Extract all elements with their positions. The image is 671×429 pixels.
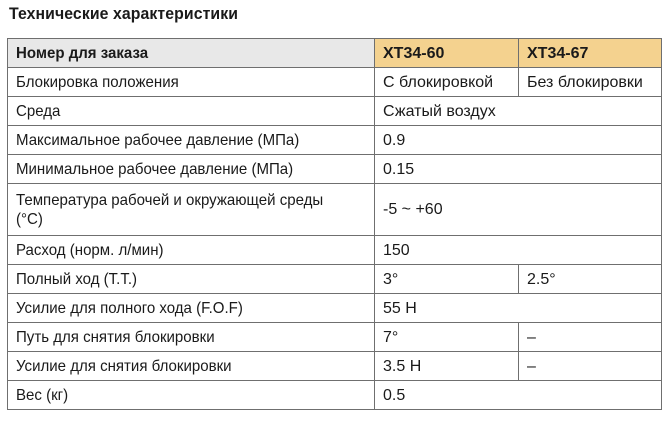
- table-row: [8, 68, 662, 97]
- header-model-b: XT34-67: [519, 39, 662, 68]
- spec-table: [7, 38, 662, 410]
- row-label: Среда: [8, 97, 375, 126]
- cell-value: 0.15: [375, 155, 662, 184]
- cell-value: -5 ~ +60: [375, 184, 662, 236]
- cell-value-a: 7°: [375, 323, 519, 352]
- row-label: Усилие для снятия блокировки: [8, 352, 375, 381]
- cell-value-a: 3.5 Н: [375, 352, 519, 381]
- table-row: [8, 381, 662, 410]
- cell-value-a: С блокировкой: [375, 68, 519, 97]
- row-label: Температура рабочей и окружающей среды (°C): [8, 184, 375, 236]
- table-row: [8, 294, 662, 323]
- cell-value: Сжатый воздух: [375, 97, 662, 126]
- cell-value-b: Без блокировки: [519, 68, 662, 97]
- header-order-number: Номер для заказа: [8, 39, 375, 68]
- table-row: [8, 184, 662, 236]
- table-row: [8, 155, 662, 184]
- cell-value-b: 2.5°: [519, 265, 662, 294]
- row-label: Максимальное рабочее давление (МПа): [8, 126, 375, 155]
- row-label: Вес (кг): [8, 381, 375, 410]
- row-label: Блокировка положения: [8, 68, 375, 97]
- cell-value: 0.9: [375, 126, 662, 155]
- table-row: [8, 236, 662, 265]
- table-row: [8, 352, 662, 381]
- row-label: Минимальное рабочее давление (МПа): [8, 155, 375, 184]
- cell-value-a: 3°: [375, 265, 519, 294]
- row-label: Усилие для полного хода (F.O.F): [8, 294, 375, 323]
- cell-value-b: –: [519, 352, 662, 381]
- table-row: [8, 97, 662, 126]
- header-model-a: XT34-60: [375, 39, 519, 68]
- cell-value: 0.5: [375, 381, 662, 410]
- table-row: [8, 126, 662, 155]
- cell-value: 55 Н: [375, 294, 662, 323]
- cell-value: 150: [375, 236, 662, 265]
- table-row: [8, 323, 662, 352]
- cell-value-b: –: [519, 323, 662, 352]
- row-label: Путь для снятия блокировки: [8, 323, 375, 352]
- table-header-row: [8, 39, 662, 68]
- row-label: Расход (норм. л/мин): [8, 236, 375, 265]
- table-row: [8, 265, 662, 294]
- section-title: Технические характеристики: [9, 4, 239, 23]
- row-label: Полный ход (T.T.): [8, 265, 375, 294]
